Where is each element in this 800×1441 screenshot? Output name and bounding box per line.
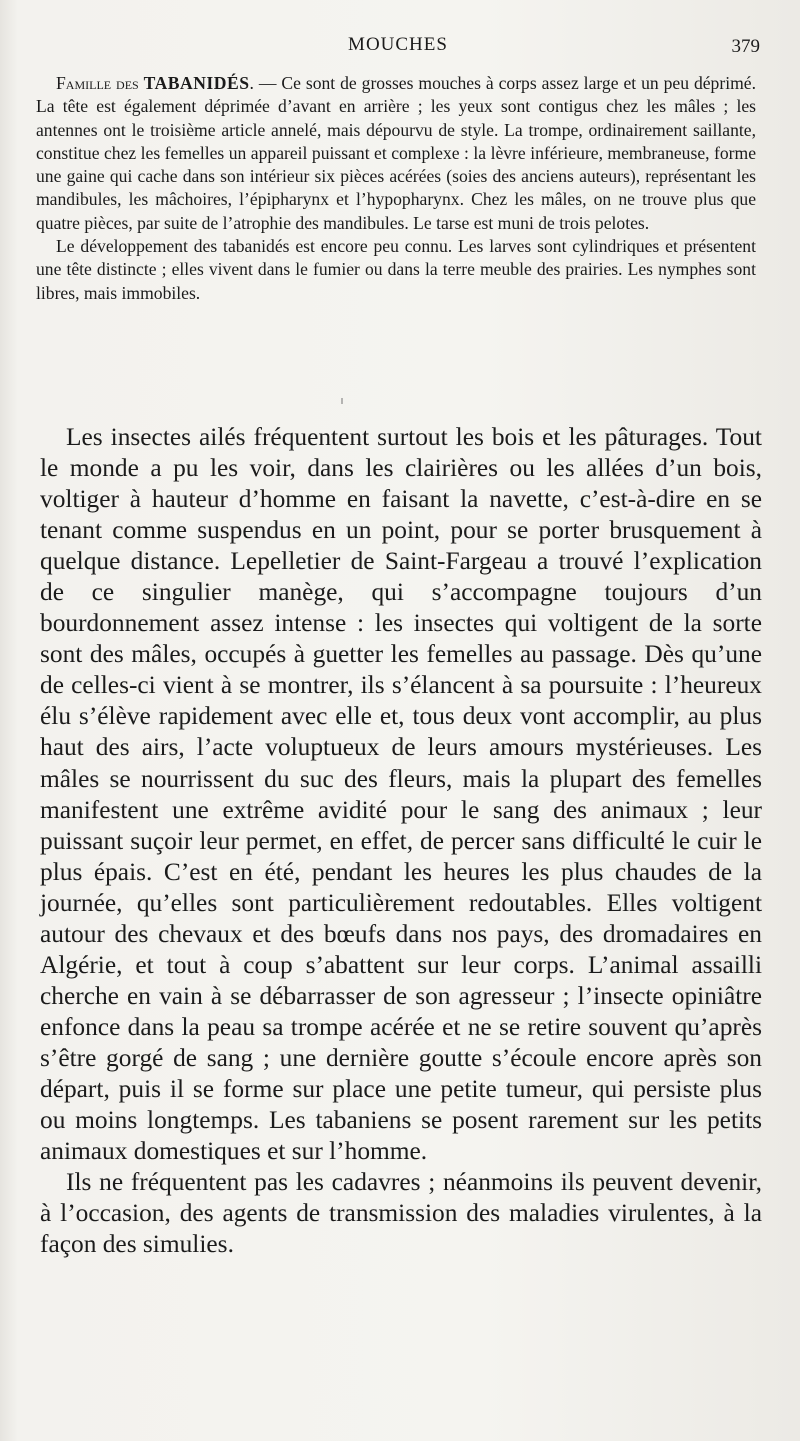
family-paragraph — [36, 72, 756, 235]
development-paragraph: Le développement des tabanidés est encore peu connu. Les larves sont cylindriques et présentent une tête distincte ; elles vivent dans le fumier ou dans la terre meuble des prairies. Les nymphes sont libres, mais immobiles. — [36, 236, 756, 303]
body-paragraph-2: Ils ne fréquentent pas les cadavres ; néanmoins ils peuvent devenir, à l’occasion, des agents de transmission des maladies virulentes, à la façon des simulies. — [40, 1168, 762, 1259]
body-paragraph-1: Les insectes ailés fréquentent surtout les bois et les pâturages. Tout le monde a pu les voir, dans les clairières ou les allées d’un bois, voltiger à hauteur d’homme en faisant la navette, c’est-à-dire en se tenant comme suspendus en un point, pour se porter brusquement à quelque distance. Lepelletier de Saint-Fargeau a trouvé l’explication de ce singulier manège, qui s’accompagne toujours d’un bourdonnement assez intense : les insectes qui voltigent de la sorte sont des mâles, occupés à guetter les femelles au passage. Dès qu’une de celles-ci vient à se montrer, ils s’élancent à sa poursuite : l’heureux élu s’élève rapidement avec elle et, tous deux vont accomplir, au plus haut des airs, l’acte voluptueux de leurs amours mystérieuses. Les mâles se nourrissent du suc des fleurs, mais la plupart des femelles manifestent une extrême avidité pour le sang des animaux ; leur puissant suçoir leur permet, en effet, de percer sans difficulté le cuir le plus épais. C’est en été, pendant les heures les plus chaudes de la journée, qu’elles sont particulièrement redoutables. Elles voltigent autour des chevaux et des bœufs dans nos pays, des dromadaires en Algérie, et tout à coup s’abattent sur leur corps. L’animal assailli cherche en vain à se débarrasser de son agresseur ; l’insecte opiniâtre enfonce dans la peau sa trompe acérée et ne se retire souvent qu’après s’être gorgé de sang ; une dernière goutte s’écoule encore après son départ, puis il se forme sur place une petite tumeur, qui persiste plus ou moins longtemps. Les tabaniens se posent rarement sur les petits animaux domestiques et sur l’homme. — [40, 423, 762, 1166]
page-number: 379 — [731, 36, 760, 57]
page-header — [36, 34, 760, 60]
family-description — [36, 72, 756, 305]
family-label: Famille des — [56, 73, 139, 93]
family-name: TABANIDÉS — [143, 73, 250, 93]
running-head: MOUCHES — [348, 34, 448, 55]
family-paragraph-text: . — Ce sont de grosses mouches à corps assez large et un peu déprimé. La tête est également déprimée d’avant en arrière ; les yeux sont contigus chez les mâles ; les antennes ont le troisième article annelé, mais dépourvu de style. La trompe, ordinairement saillante, constitue chez les femelles un appareil puissant et complexe : la lèvre inférieure, membraneuse, forme une gaine qui cache dans son intérieur six pièces acérées (soies des anciens auteurs), représentant les mandibules, les mâchoires, l’épipharynx et l’hypopharynx. Chez les mâles, on ne trouve plus que quatre pièces, par suite de l’atrophie des mandibules. Le tarse est muni de trois pelotes. — [36, 73, 756, 233]
print-mark — [341, 398, 343, 404]
main-body-text — [40, 422, 762, 1260]
